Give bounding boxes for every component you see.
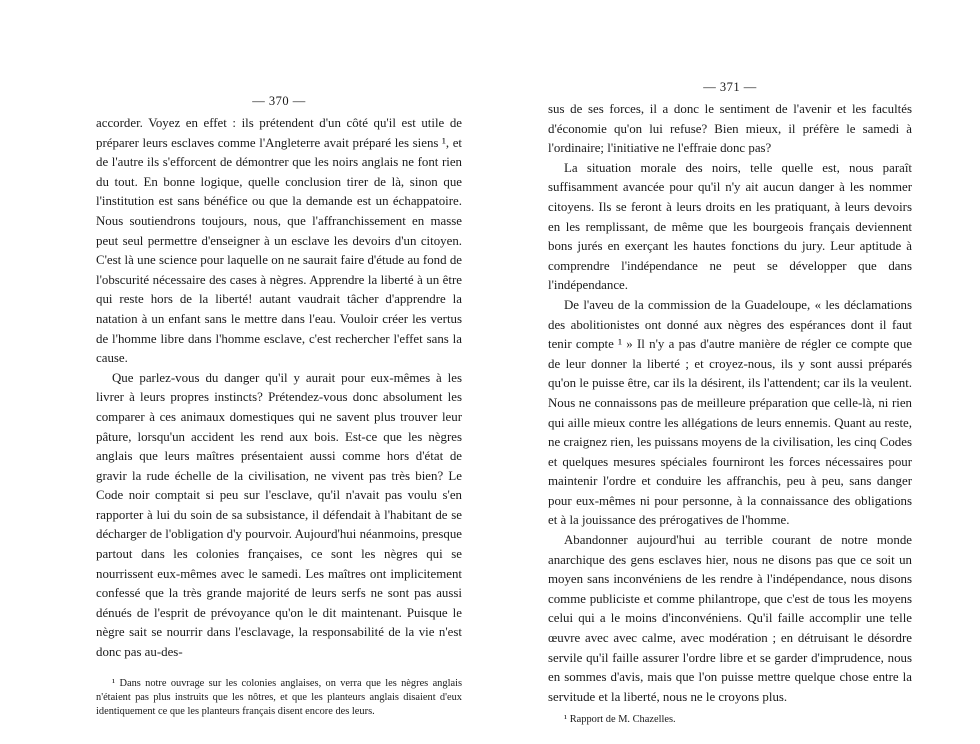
right-paragraph-4: Abandonner aujourd'hui au terrible courant de notre monde anarchique des gens esclaves hier, nous ne disons pas que ce soit un moyen sans inconvéniens de les rendre à l'indépendance, nous disons comme publiciste et comme philantrope, que c'est de tous les moyens celui qui a le moins d'inconvéniens. Qu'il faille accomplir une telle œuvre avec avec calme, avec modération ; en détruisant le désordre servile qu'il faille assurer l'ordre libre et se garder d'imprudence, nous en sommes d'avis, mais que l'on puisse mettre quelque chose entre la servitude et la liberté, nous ne le croyons plus. (548, 533, 912, 704)
left-paragraph-1: accorder. Voyez en effet : ils prétendent d'un côté qu'il est utile de préparer leurs esclaves comme l'Angleterre avait préparé les siens ¹, et de l'autre ils s'efforcent de démontrer que les noirs anglais ne font rien du tout. En bonne logique, quelle conclusion tirer de là, sinon que l'institution est sans bénéfice ou que la demande est un échappatoire. Nous soutiendrons toujours, nous, que l'affranchissement en masse peut seul permettre d'enseigner à un esclave les devoirs d'un citoyen. C'est là une science pour laquelle on ne saurait faire d'étude au fond de l'obscurité nécessaire des cases à nègres. Apprendre la liberté à un être qui reste hors de la liberté! autant vaudrait tâcher d'apprendre la natation à un enfant sans le mettre dans l'eau. Vouloir créer les vertus de l'homme libre dans l'homme esclave, c'est rechercher l'effet sans la cause. (96, 116, 462, 366)
right-paragraph-1: sus de ses forces, il a donc le sentiment de l'avenir et les facultés d'économie qu'on lui refuse? Bien mieux, il préfère le samedi à l'ordinaire; l'initiative ne l'effraie donc pas? (548, 102, 912, 156)
right-body-text (548, 100, 912, 707)
right-paragraph-3: De l'aveu de la commission de la Guadeloupe, « les déclamations des abolitionistes ont donné aux nègres des espérances dont il faut tenir compte ¹ » Il n'y a pas d'autre manière de régler ce compte que de leur donner la liberté ; et croyez-nous, ils y sont aussi préparés qu'on le puisse être, car ils la désirent, ils l'attendent; car ils la veulent. Nous ne connaissons pas de meilleure préparation que celle-là, ni rien qui aille mieux contre les allégations de leurs ennemis. Quant au reste, ne craignez rien, les puissans moyens de la civilisation, les cinq Codes et quelques mesures spéciales fourniront les forces nécessaires pour maintenir l'ordre et conduire les affranchis, peu à peu, sans danger pour eux-mêmes ni pour personne, à la connaissance des obligations et à la jouissance des prérogatives de l'homme. (548, 297, 912, 528)
right-paragraph-2: La situation morale des noirs, telle quelle est, nous paraît suffisamment avancée pour qu'il n'y ait aucun danger à les nommer citoyens. Ils se feront à leurs droits en les pratiquant, à leurs devoirs en les remplissant, de même que les bourgeois français deviennent bons jurés en exerçant les hautes fonctions du jury. Leur aptitude à comprendre l'indépendance ne peut se développer que dans l'indépendance. (548, 160, 912, 293)
left-paragraph-2: Que parlez-vous du danger qu'il y aurait pour eux-mêmes à les livrer à leurs propres instincts? Prétendez-vous donc absolument les comparer à ces animaux domestiques qui ne savent plus trouver leur pâture, lorsqu'un accident les rend aux bois. Est-ce que les nègres anglais que leurs maîtres présentaient aussi comme hors d'état de gravir la rude échelle de la civilisation, ne vivent pas très bien? Le Code noir comptait si peu sur l'esclave, qu'il n'avait pas voulu s'en rapporter à lui du soin de sa subsistance, il défendait à l'habitant de se décharger de l'obligation d'y pourvoir. Aujourd'hui néanmoins, presque partout dans les colonies françaises, ce sont les nègres qui se nourrissent eux-mêmes avec le samedi. Les maîtres ont implicitement confessé que la très grande majorité de leurs serfs ne sont pas aussi dénués de l'esprit de prévoyance qu'on le dit maintenant. Puisque le nègre sait se nourrir dans l'esclavage, la responsabilité de la vie n'est donc pas au-des- (96, 370, 462, 660)
right-page (548, 78, 912, 728)
right-footnote: ¹ Rapport de M. Chazelles. (564, 714, 676, 726)
left-footnote: ¹ Dans notre ouvrage sur les colonies anglaises, on verra que les nègres anglais n'étaient pas plus instruits que les nôtres, et que les planteurs anglais disaient d'eux identiquement ce que les planteurs français disent encore des leurs. (96, 677, 462, 718)
left-body-text (96, 114, 462, 663)
left-page (96, 92, 462, 719)
footnote-separator (96, 663, 462, 677)
page-number-right: — 371 — (703, 80, 757, 94)
page-number-left: — 370 — (252, 94, 306, 108)
